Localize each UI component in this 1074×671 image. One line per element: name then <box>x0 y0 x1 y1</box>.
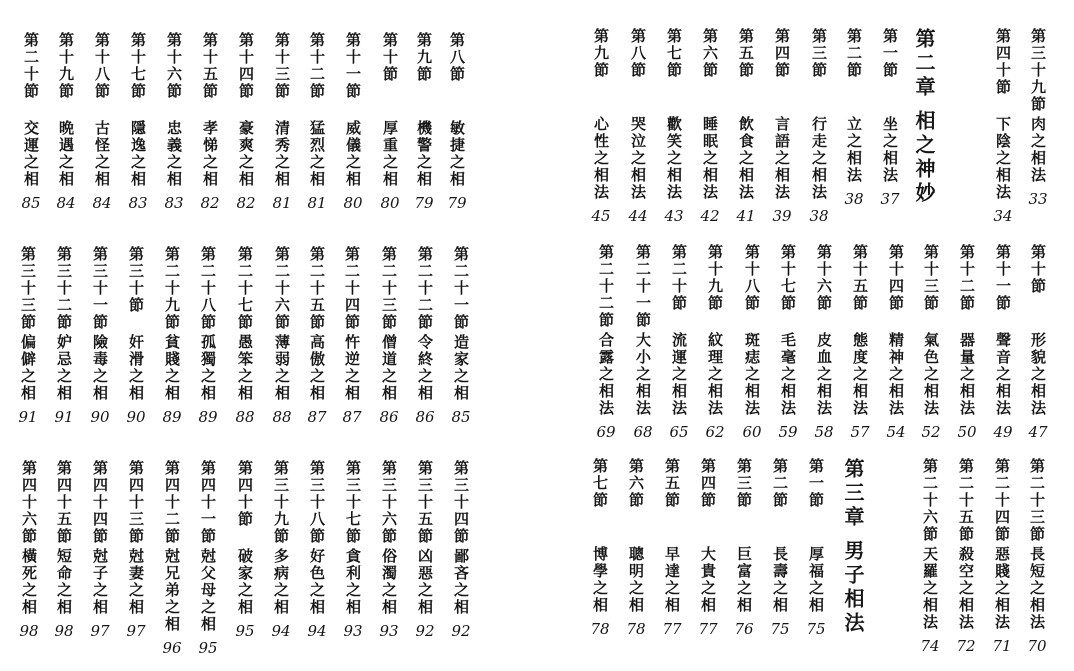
page-number: 60 <box>742 423 762 441</box>
page-number: 89 <box>162 408 182 426</box>
page-number: 45 <box>591 207 611 225</box>
section-title: 殺空之相法 <box>957 546 975 631</box>
page-number: 49 <box>993 423 1013 441</box>
section-number: 第八節 <box>448 32 466 83</box>
section-title: 清秀之相 <box>273 120 291 188</box>
section-title: 尅兄弟之相 <box>163 548 181 633</box>
page-number: 57 <box>850 423 870 441</box>
section-title: 大小之相法 <box>634 332 652 417</box>
page-number: 59 <box>778 423 798 441</box>
section-title: 橫死之相 <box>20 548 38 616</box>
section-number: 第二十二節 <box>416 246 434 331</box>
section-title: 忤逆之相 <box>343 334 361 402</box>
section-title: 尅父母之相 <box>199 548 217 633</box>
page-number: 68 <box>633 423 653 441</box>
section-number: 第四十六節 <box>20 460 38 545</box>
section-number: 第三節 <box>810 28 828 79</box>
section-number: 第七節 <box>591 458 609 509</box>
section-number: 第二十六節 <box>921 458 939 543</box>
section-title: 毛毫之相法 <box>779 332 797 417</box>
section-number: 第三十九節 <box>272 460 290 545</box>
section-number: 第四十二節 <box>163 460 181 545</box>
page-number: 88 <box>235 408 255 426</box>
section-title: 聰明之相 <box>627 546 645 614</box>
chapter-2-number: 第二章 <box>912 28 936 100</box>
section-title: 貪利之相 <box>344 548 362 616</box>
section-title: 厚重之相 <box>381 120 399 188</box>
page-number: 81 <box>272 194 292 212</box>
page-number: 79 <box>414 194 434 212</box>
section-number: 第二十五節 <box>308 246 326 331</box>
page-number: 52 <box>921 423 941 441</box>
section-title: 多病之相 <box>272 548 290 616</box>
section-number: 第五節 <box>663 458 681 509</box>
page-number: 33 <box>1028 190 1048 208</box>
page-number: 90 <box>126 408 146 426</box>
page-number: 72 <box>956 637 976 655</box>
section-title: 歡笑之相法 <box>665 116 683 201</box>
page-number: 38 <box>844 190 864 208</box>
page-number: 91 <box>54 408 74 426</box>
section-number: 第十七節 <box>779 244 797 312</box>
section-number: 第十節 <box>381 32 399 83</box>
page-number: 93 <box>379 622 399 640</box>
chapter-3-name: 男子相法 <box>841 540 865 636</box>
section-title: 皮血之相法 <box>815 332 833 417</box>
section-title: 長短之相法 <box>1028 546 1046 631</box>
section-number: 第二十三節 <box>1028 458 1046 543</box>
section-title: 貧賤之相 <box>163 334 181 402</box>
page-number: 71 <box>992 637 1012 655</box>
section-title: 猛烈之相 <box>308 120 326 188</box>
page-number: 88 <box>272 408 292 426</box>
toc-row-1 <box>0 32 537 232</box>
page-number: 85 <box>451 408 471 426</box>
section-number: 第三十五節 <box>416 460 434 545</box>
chapter-2-name: 相之神妙 <box>912 110 936 206</box>
section-title: 哭泣之相法 <box>629 116 647 201</box>
section-number: 第四十三節 <box>127 460 145 545</box>
page-number: 95 <box>198 639 218 657</box>
page-number: 89 <box>198 408 218 426</box>
section-number: 第十一節 <box>994 244 1012 312</box>
section-title: 睡眠之相法 <box>701 116 719 201</box>
section-title: 好色之相 <box>308 548 326 616</box>
section-title: 險毒之相 <box>91 334 109 402</box>
section-number: 第二十六節 <box>273 246 291 331</box>
page-number: 77 <box>698 620 718 638</box>
section-number: 第二節 <box>771 458 789 509</box>
section-number: 第十三節 <box>273 32 291 100</box>
page-number: 65 <box>669 423 689 441</box>
section-title: 形貌之相法 <box>1029 332 1047 417</box>
section-number: 第五節 <box>737 28 755 79</box>
section-title: 隱逸之相 <box>129 120 147 188</box>
page-number: 81 <box>307 194 327 212</box>
page-number: 93 <box>343 622 363 640</box>
page-number: 76 <box>734 620 754 638</box>
section-title: 紋理之相法 <box>706 332 724 417</box>
section-number: 第七節 <box>665 28 683 79</box>
section-number: 第四節 <box>773 28 791 79</box>
section-title: 長壽之相 <box>771 546 789 614</box>
page-number: 34 <box>993 207 1013 225</box>
section-title: 器量之相法 <box>958 332 976 417</box>
page-number: 75 <box>770 620 790 638</box>
page-number: 43 <box>664 207 684 225</box>
section-number: 第三十九節 <box>1029 28 1047 113</box>
page-number: 54 <box>886 423 906 441</box>
section-number: 第三節 <box>735 458 753 509</box>
page-number: 82 <box>200 194 220 212</box>
section-number: 第六節 <box>701 28 719 79</box>
section-title: 天羅之相法 <box>921 546 939 631</box>
section-title: 短命之相 <box>55 548 73 616</box>
section-title: 早達之相 <box>663 546 681 614</box>
section-title: 僧道之相 <box>380 334 398 402</box>
chapter-3-number: 第三章 <box>841 458 865 530</box>
page-number: 82 <box>236 194 256 212</box>
section-number: 第二十節 <box>670 244 688 312</box>
section-number: 第十七節 <box>129 32 147 100</box>
toc-row-2 <box>0 246 537 446</box>
section-title: 聲音之相法 <box>994 332 1012 417</box>
page-number: 74 <box>920 637 940 655</box>
section-number: 第二十八節 <box>199 246 217 331</box>
section-title: 氣色之相法 <box>922 332 940 417</box>
section-title: 巨富之相 <box>735 546 753 614</box>
section-title: 薄弱之相 <box>273 334 291 402</box>
section-title: 古怪之相 <box>93 120 111 188</box>
section-title: 大貴之相 <box>699 546 717 614</box>
section-number: 第三十六節 <box>380 460 398 545</box>
page-number: 79 <box>447 194 467 212</box>
page-number: 97 <box>126 622 146 640</box>
page-number: 69 <box>596 423 616 441</box>
section-number: 第三十一節 <box>91 246 109 331</box>
page-number: 39 <box>772 207 792 225</box>
page-number: 62 <box>705 423 725 441</box>
page-number: 77 <box>662 620 682 638</box>
page-number: 94 <box>271 622 291 640</box>
section-title: 豪爽之相 <box>237 120 255 188</box>
section-number: 第十八節 <box>93 32 111 100</box>
page-number: 96 <box>162 639 182 657</box>
section-title: 交運之相 <box>22 120 40 188</box>
section-title: 奸滑之相 <box>127 334 145 402</box>
section-number: 第四十五節 <box>55 460 73 545</box>
section-title: 俗濁之相 <box>380 548 398 616</box>
section-number: 第六節 <box>627 458 645 509</box>
section-number: 第三十三節 <box>19 246 37 331</box>
page-number: 78 <box>590 620 610 638</box>
section-number: 第十九節 <box>57 32 75 100</box>
page-number: 87 <box>342 408 362 426</box>
toc-row-2 <box>537 244 1074 454</box>
section-number: 第九節 <box>592 28 610 79</box>
section-title: 忠義之相 <box>165 120 183 188</box>
section-number: 第十四節 <box>237 32 255 100</box>
section-title: 高傲之相 <box>308 334 326 402</box>
page-number: 97 <box>90 622 110 640</box>
section-title: 妒忌之相 <box>55 334 73 402</box>
page-number: 80 <box>380 194 400 212</box>
chapter-2-title <box>914 110 934 206</box>
section-title: 合露之相法 <box>597 332 615 417</box>
section-title: 精神之相法 <box>887 332 905 417</box>
page-number: 75 <box>806 620 826 638</box>
section-number: 第二十三節 <box>380 246 398 331</box>
section-number: 第二十四節 <box>993 458 1011 543</box>
section-number: 第三十二節 <box>55 246 73 331</box>
page-number: 80 <box>343 194 363 212</box>
section-title: 威儀之相 <box>344 120 362 188</box>
section-number: 第三十四節 <box>452 460 470 545</box>
section-title: 博學之相 <box>591 546 609 614</box>
page-number: 42 <box>700 207 720 225</box>
section-title: 斑痣之相法 <box>743 332 761 417</box>
section-number: 第一節 <box>807 458 825 509</box>
page-number: 83 <box>128 194 148 212</box>
page-number: 91 <box>18 408 38 426</box>
section-title: 肉之相法 <box>1029 116 1047 184</box>
toc-row-3 <box>0 460 537 670</box>
page-number: 94 <box>307 622 327 640</box>
page-number: 95 <box>235 622 255 640</box>
section-number: 第二十五節 <box>957 458 975 543</box>
section-title: 流運之相法 <box>670 332 688 417</box>
section-title: 偏僻之相 <box>19 334 37 402</box>
section-number: 第十三節 <box>922 244 940 312</box>
section-number: 第九節 <box>415 32 433 83</box>
section-number: 第二十七節 <box>236 246 254 331</box>
section-number: 第三十節 <box>127 246 145 314</box>
section-number: 第二十一節 <box>452 246 470 331</box>
page-number: 86 <box>379 408 399 426</box>
page-number: 37 <box>880 190 900 208</box>
chapter-2-heading <box>914 28 934 100</box>
page-number: 70 <box>1027 637 1047 655</box>
section-number: 第三十七節 <box>344 460 362 545</box>
section-title: 孝悌之相 <box>201 120 219 188</box>
page-number: 78 <box>626 620 646 638</box>
page-number: 38 <box>809 207 829 225</box>
section-title: 坐之相法 <box>881 116 899 184</box>
page-number: 83 <box>164 194 184 212</box>
page-number: 92 <box>415 622 435 640</box>
section-number: 第十節 <box>1029 244 1047 295</box>
section-number: 第十六節 <box>815 244 833 312</box>
page-number: 85 <box>21 194 41 212</box>
section-number: 第四十四節 <box>91 460 109 545</box>
page-number: 98 <box>19 622 39 640</box>
section-number: 第四十節 <box>236 460 254 528</box>
page-number: 50 <box>957 423 977 441</box>
page-number: 41 <box>736 207 756 225</box>
section-title: 愚笨之相 <box>236 334 254 402</box>
section-title: 惡賤之相法 <box>993 546 1011 631</box>
section-title: 心性之相法 <box>592 116 610 201</box>
page-number: 87 <box>307 408 327 426</box>
section-number: 第十五節 <box>201 32 219 100</box>
section-number: 第十四節 <box>887 244 905 312</box>
section-number: 第十六節 <box>165 32 183 100</box>
section-title: 態度之相法 <box>851 332 869 417</box>
section-title: 造家之相 <box>452 334 470 402</box>
section-title: 鄙吝之相 <box>452 548 470 616</box>
section-title: 行走之相法 <box>810 116 828 201</box>
section-title: 下陰之相法 <box>994 116 1012 201</box>
section-number: 第十五節 <box>851 244 869 312</box>
section-title: 破家之相 <box>236 548 254 616</box>
chapter-3-heading <box>843 458 863 530</box>
section-title: 飲食之相法 <box>737 116 755 201</box>
toc-row-1 <box>537 28 1074 238</box>
page-number: 47 <box>1028 423 1048 441</box>
page-number: 84 <box>92 194 112 212</box>
section-number: 第二十二節 <box>597 244 615 329</box>
page-number: 84 <box>56 194 76 212</box>
section-number: 第四十一節 <box>199 460 217 545</box>
chapter-3-title <box>843 540 863 636</box>
page-number: 44 <box>628 207 648 225</box>
section-number: 第十二節 <box>958 244 976 312</box>
section-title: 立之相法 <box>845 116 863 184</box>
section-title: 晩遇之相 <box>57 120 75 188</box>
section-number: 第十二節 <box>308 32 326 100</box>
section-title: 凶惡之相 <box>416 548 434 616</box>
section-title: 尅妻之相 <box>127 548 145 616</box>
toc-row-3 <box>537 458 1074 668</box>
right-page <box>537 0 1074 671</box>
section-number: 第八節 <box>629 28 647 79</box>
page-number: 86 <box>415 408 435 426</box>
section-title: 孤獨之相 <box>199 334 217 402</box>
section-title: 厚福之相 <box>807 546 825 614</box>
section-number: 第十九節 <box>706 244 724 312</box>
section-number: 第二節 <box>845 28 863 79</box>
page-number: 58 <box>814 423 834 441</box>
section-title: 機警之相 <box>415 120 433 188</box>
section-number: 第二十節 <box>22 32 40 100</box>
section-title: 令終之相 <box>416 334 434 402</box>
section-number: 第二十九節 <box>163 246 181 331</box>
page-number: 90 <box>90 408 110 426</box>
section-title: 言語之相法 <box>773 116 791 201</box>
section-number: 第二十一節 <box>634 244 652 329</box>
section-number: 第十一節 <box>344 32 362 100</box>
section-title: 尅子之相 <box>91 548 109 616</box>
section-number: 第四十節 <box>994 28 1012 96</box>
page-number: 92 <box>451 622 471 640</box>
section-number: 第一節 <box>881 28 899 79</box>
section-number: 第三十八節 <box>308 460 326 545</box>
section-number: 第十八節 <box>743 244 761 312</box>
page-number: 98 <box>54 622 74 640</box>
section-title: 敏捷之相 <box>448 120 466 188</box>
section-number: 第四節 <box>699 458 717 509</box>
section-number: 第二十四節 <box>343 246 361 331</box>
